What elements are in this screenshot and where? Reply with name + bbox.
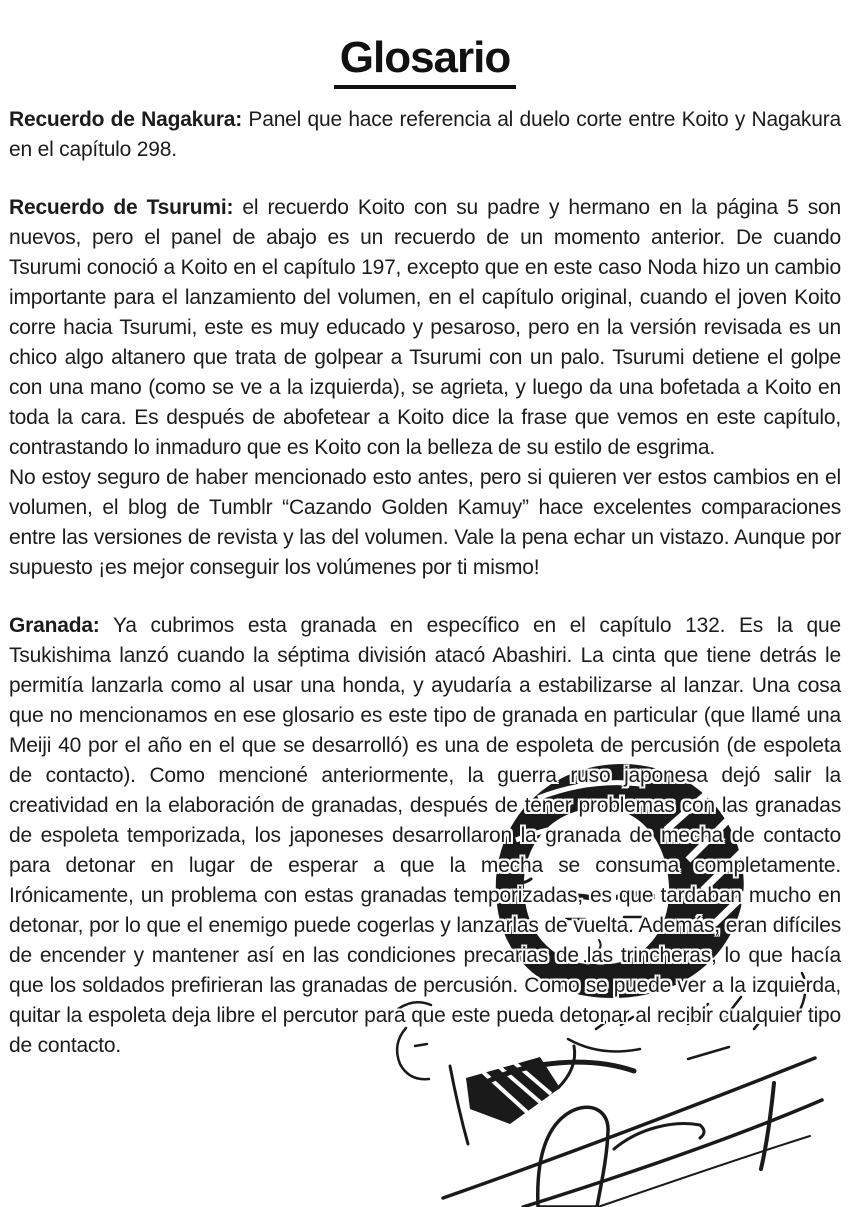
glossary-entry-nagakura: [9, 105, 841, 165]
entry-body: Panel que hace referencia al duelo corte entre Koito y Nagakura en el capítulo 298.: [9, 108, 841, 162]
entry-body: el recuerdo Koito con su padre y hermano en la página 5 son nuevos, pero el panel de abajo es un recuerdo de un momento anterior. De cuando Tsurumi conoció a Koito en el capítulo 197, excepto que en este caso Noda hizo un cambio importante para el lanzamiento del volumen, en el capítulo original, cuando el joven Koito corre hacia Tsurumi, este es muy educado y pesaroso, pero en la versión revisada es un chico algo altanero que trata de golpear a Tsurumi con un palo. Tsurumi detiene el golpe con una mano (como se ve a la izquierda), se agrieta, y luego da una bofetada a Koito en toda la cara. Es después de abofetear a Koito dice la frase que vemos en este capítulo, contrastando lo inmaduro que es Koito con la belleza de su estilo de esgrima.: [9, 196, 841, 460]
glossary-entry-note: [9, 463, 841, 583]
entry-term: Recuerdo de Tsurumi:: [9, 196, 234, 220]
page-title-text: Glosario: [334, 34, 517, 89]
entry-body: No estoy seguro de haber mencionado esto antes, pero si quieren ver estos cambios en el volumen, el blog de Tumblr “Cazando Golden Kamuy” hace excelentes comparaciones entre las versiones de revista y las del volumen. Vale la pena echar un vistazo. Aunque por supuesto ¡es mejor conseguir los volúmenes por ti mismo!: [9, 466, 841, 580]
glossary-entry-tsurumi: [9, 193, 841, 463]
page-title: [9, 34, 841, 89]
entry-term: Recuerdo de Nagakura:: [9, 108, 243, 132]
glossary-entry-granada: [9, 611, 841, 1061]
entry-term: Granada:: [9, 614, 100, 638]
entry-body: Ya cubrimos esta granada en específico en el capítulo 132. Es la que Tsukishima lanzó cuando la séptima división atacó Abashiri. La cinta que tiene detrás le permitía lanzarla como al usar una honda, y ayudaría a estabilizarse al lanzar. Una cosa que no mencionamos en ese glosario es este tipo de granada en particular (que llamé una Meiji 40 por el año en el que se desarrolló) es una de espoleta de percusión (de espoleta de contacto). Como mencioné anteriormente, la guerra ruso japonesa dejó salir la creatividad en la elaboración de granadas, después de tener problemas con las granadas de espoleta temporizada, los japoneses desarrollaron la granada de mecha de contacto para detonar en lugar de esperar a que la mecha se consuma completamente. Irónicamente, un problema con estas granadas temporizadas, es que tardaban mucho en detonar, por lo que el enemigo puede cogerlas y lanzarlas de vuelta. Además, eran difíciles de encender y mantener así en las condiciones precarias de las trincheras, lo que hacía que los soldados prefirieran las granadas de percusión. Como se puede ver a la izquierda, quitar la espoleta deja libre el percutor para que este pueda detonar al recibir cualquier tipo de contacto.: [9, 614, 841, 1058]
artwork-hand: [614, 1124, 704, 1149]
